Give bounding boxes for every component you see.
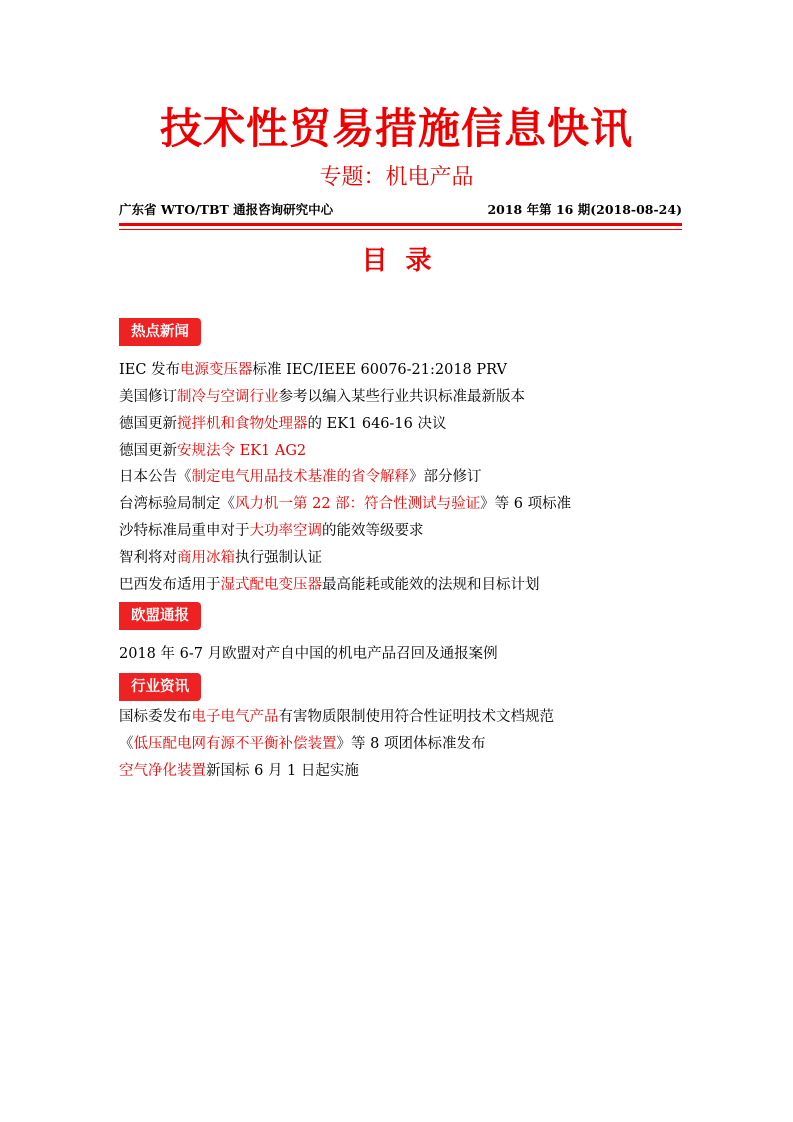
divider-thick bbox=[119, 223, 682, 226]
toc-item[interactable] bbox=[119, 575, 540, 595]
toc-item-prefix: 德国更新 bbox=[119, 416, 177, 432]
toc-item-prefix: 智利将对 bbox=[119, 550, 177, 566]
toc-item[interactable] bbox=[119, 360, 507, 380]
toc-item[interactable] bbox=[119, 761, 359, 781]
toc-item-highlight: 风力机一第 22 部：符合性测试与验证 bbox=[235, 496, 481, 512]
issue-info-row bbox=[119, 201, 682, 219]
toc-item-highlight: 商用冰箱 bbox=[177, 550, 235, 566]
toc-item[interactable] bbox=[119, 707, 554, 727]
toc-item-suffix: 参考以编入某些行业共识标准最新版本 bbox=[278, 389, 525, 405]
toc-item-highlight: 电源变压器 bbox=[180, 362, 253, 378]
toc-item-highlight: 安规法令 EK1 AG2 bbox=[177, 443, 307, 459]
toc-item-suffix: 的 EK1 646-16 决议 bbox=[307, 416, 447, 432]
toc-item-highlight: 电子电气产品 bbox=[191, 709, 279, 725]
toc-item[interactable] bbox=[119, 441, 306, 461]
divider-thin bbox=[119, 229, 682, 230]
toc-item-highlight: 制定电气用品技术基准的省令解释 bbox=[191, 469, 409, 485]
section-badge-industry-news: 行业资讯 bbox=[119, 673, 201, 701]
toc-item-prefix: 德国更新 bbox=[119, 443, 177, 459]
toc-item-highlight: 制冷与空调行业 bbox=[177, 389, 279, 405]
toc-item-highlight: 大功率空调 bbox=[249, 523, 322, 539]
toc-item-suffix: 执行强制认证 bbox=[235, 550, 322, 566]
section-badge-hot-news: 热点新闻 bbox=[119, 318, 201, 346]
toc-item[interactable] bbox=[119, 387, 525, 407]
toc-title: 目录 bbox=[361, 246, 450, 276]
subtitle: 专题：机电产品 bbox=[319, 165, 474, 190]
toc-item[interactable] bbox=[119, 414, 447, 434]
toc-item-prefix: 沙特标准局重申对于 bbox=[119, 523, 250, 539]
toc-item-suffix: 标准 IEC/IEEE 60076-21:2018 PRV bbox=[252, 362, 508, 378]
toc-item-suffix: 》等 8 项团体标准发布 bbox=[336, 736, 486, 752]
organization-name: 广东省 WTO/TBT 通报咨询研究中心 bbox=[119, 202, 334, 217]
toc-item-prefix: 《 bbox=[119, 736, 134, 752]
toc-item-highlight: 搅拌机和食物处理器 bbox=[177, 416, 308, 432]
toc-item[interactable] bbox=[119, 494, 571, 514]
toc-item-suffix: 》部分修订 bbox=[409, 469, 482, 485]
toc-item-suffix: 有害物质限制使用符合性证明技术文档规范 bbox=[278, 709, 554, 725]
toc-item-highlight: 湿式配电变压器 bbox=[220, 577, 322, 593]
toc-item-prefix: 美国修订 bbox=[119, 389, 177, 405]
toc-item-prefix: 国标委发布 bbox=[119, 709, 192, 725]
toc-item-suffix: 》等 6 项标准 bbox=[480, 496, 572, 512]
toc-item-prefix: 台湾标验局制定《 bbox=[119, 496, 235, 512]
toc-item-prefix: 日本公告《 bbox=[119, 469, 192, 485]
toc-item[interactable] bbox=[119, 521, 424, 541]
toc-item-suffix: 的能效等级要求 bbox=[322, 523, 424, 539]
toc-item[interactable] bbox=[119, 644, 498, 664]
toc-item-suffix: 新国标 6 月 1 日起实施 bbox=[206, 763, 359, 779]
toc-item-highlight: 空气净化装置 bbox=[119, 763, 206, 779]
issue-number: 2018 年第 16 期(2018-08-24) bbox=[487, 202, 682, 217]
main-title: 技术性贸易措施信息快讯 bbox=[159, 104, 633, 153]
toc-item[interactable] bbox=[119, 467, 482, 487]
toc-item[interactable] bbox=[119, 548, 322, 568]
toc-item-prefix: 巴西发布适用于 bbox=[119, 577, 221, 593]
section-badge-eu-notification: 欧盟通报 bbox=[119, 602, 201, 630]
toc-item[interactable] bbox=[119, 734, 485, 754]
toc-item-prefix: 2018 年 6-7 月欧盟对产自中国的机电产品召回及通报案例 bbox=[119, 646, 498, 662]
toc-item-highlight: 低压配电网有源不平衡补偿装置 bbox=[133, 736, 337, 752]
toc-item-suffix: 最高能耗或能效的法规和目标计划 bbox=[322, 577, 540, 593]
toc-item-prefix: IEC 发布 bbox=[119, 362, 181, 378]
